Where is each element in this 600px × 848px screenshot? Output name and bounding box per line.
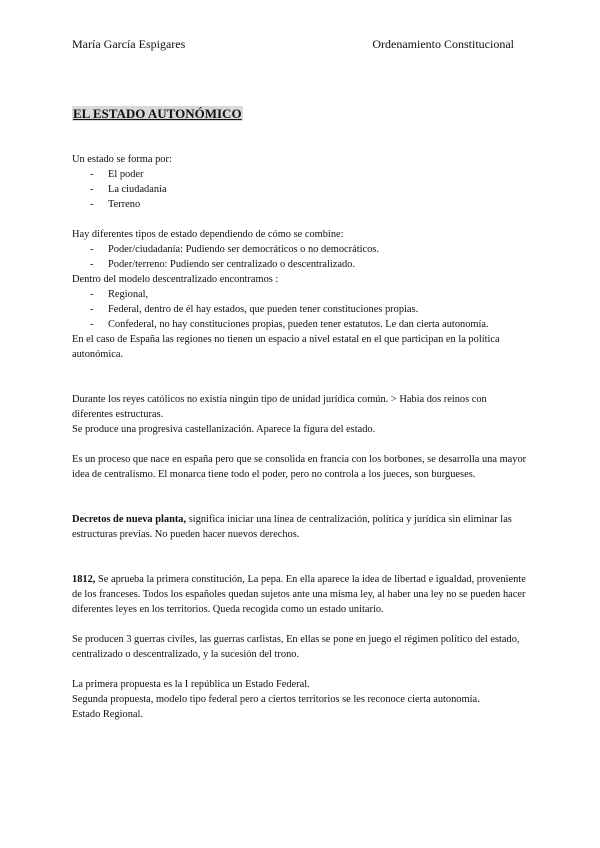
paragraph: 1812, Se aprueba la primera constitución, La pepa. En ella aparece la idea de libertad e igualdad, proveniente de los franceses. Todos los españoles quedan sujetos ante una misma ley, al haber una ley no se pueden hacer diferentes leyes en los territorios. Queda recogida como un estado unitario.	[72, 574, 526, 615]
paragraph: Se produce una progresiva castellanización. Aparece la figura del estado.	[72, 424, 376, 435]
list-item: - Federal, dentro de él hay estados, que pueden tener constituciones propias.	[90, 302, 528, 317]
list-item: - Poder/terreno: Pudiendo ser centralizado o descentralizado.	[90, 257, 528, 272]
paragraph: Es un proceso que nace en españa pero que se consolida en francia con los borbones, se desarrolla una mayor idea de centralismo. El monarca tiene todo el poder, pero no controla a los jueces, son burgueses.	[72, 454, 527, 480]
list-item: - La ciudadanía	[90, 182, 528, 197]
paragraph: Segunda propuesta, modelo tipo federal pero a ciertos territorios se les reconoce cierta autonomía.	[72, 694, 480, 705]
decentralized-models-list	[72, 287, 528, 332]
section2-intro: Hay diferentes tipos de estado dependiendo de cómo se combine:	[72, 229, 344, 240]
subject-name: Ordenamiento Constitucional	[372, 37, 514, 51]
paragraph: La primera propuesta es la I república un Estado Federal.	[72, 679, 310, 690]
section2-closing: En el caso de España las regiones no tienen un espacio a nivel estatal en el que participan en la política autonómica.	[72, 334, 500, 360]
paragraph: Estado Regional.	[72, 709, 143, 720]
section2-intro2: Dentro del modelo descentralizado encontramos :	[72, 274, 279, 285]
document-title: EL ESTADO AUTONÓMICO	[73, 106, 242, 121]
page-header	[72, 37, 514, 52]
paragraph: Decretos de nueva planta, significa iniciar una línea de centralización, política y jurídica sin eliminar las estructuras previas. No pueden hacer nuevos derechos.	[72, 514, 512, 540]
bold-term: Decretos de nueva planta,	[72, 514, 187, 525]
author-name: María García Espigares	[72, 37, 186, 51]
state-types-list	[72, 242, 528, 272]
list-item: - Regional,	[90, 287, 528, 302]
bold-term: 1812,	[72, 574, 96, 585]
list-item: - Terreno	[90, 197, 528, 212]
paragraph: Se producen 3 guerras civiles, las guerras carlistas, En ellas se pone en juego el régimen político del estado, centralizado o descentralizado, y la sucesión del trono.	[72, 634, 520, 660]
list-item: - Poder/ciudadanía: Pudiendo ser democráticos o no democráticos.	[90, 242, 528, 257]
document-body	[72, 152, 528, 722]
paragraph: Durante los reyes católicos no existía ningún tipo de unidad jurídica común. > Había dos reinos con diferentes estructuras.	[72, 394, 487, 420]
list-item: - El poder	[90, 167, 528, 182]
state-elements-list	[72, 167, 528, 212]
section1-intro: Un estado se forma por:	[72, 154, 172, 165]
list-item: - Confederal, no hay constituciones propias, pueden tener estatutos. Le dan cierta autonomía.	[90, 317, 528, 332]
